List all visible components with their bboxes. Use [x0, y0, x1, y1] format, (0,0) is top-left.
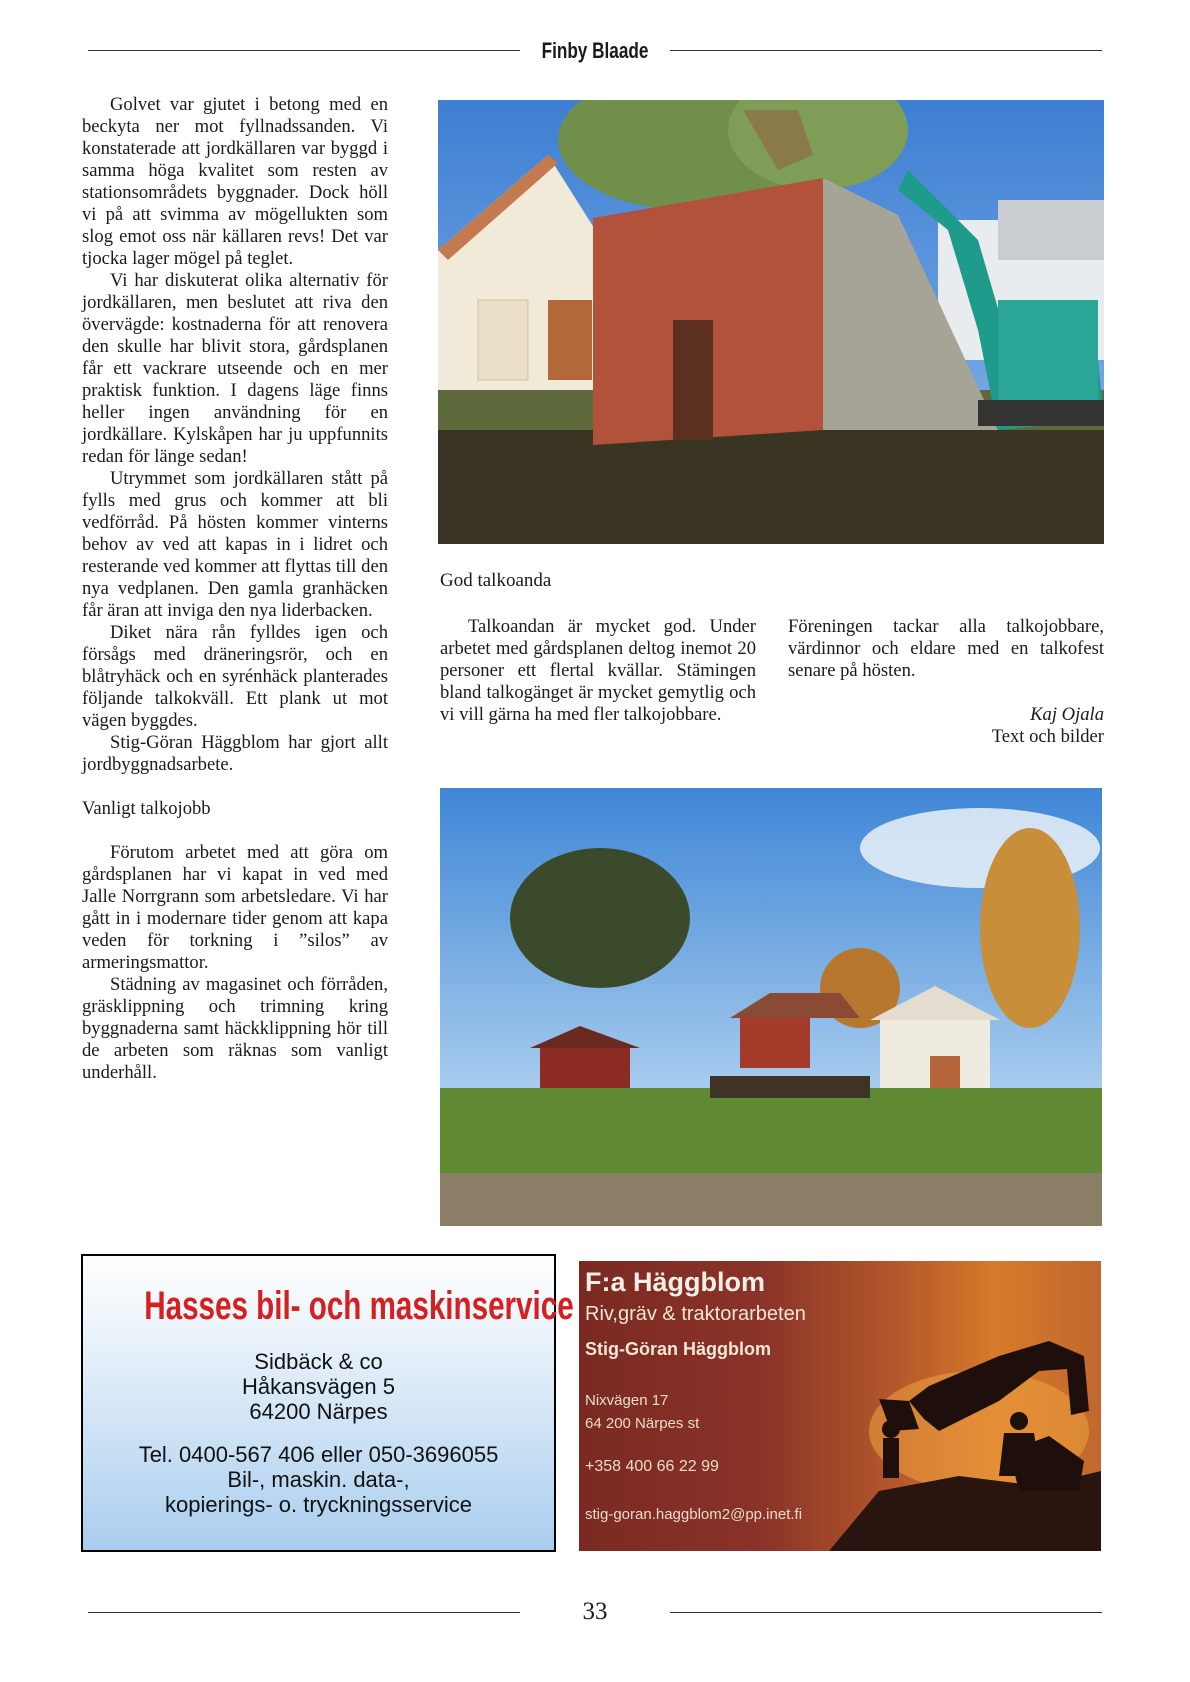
card-street: Nixvägen 17	[585, 1392, 669, 1409]
card-city: 64 200 Närpes st	[585, 1415, 700, 1432]
paragraph: Vi har diskuterat olika alternativ för jordkällaren, men beslutet att riva den övervägde: kostnaderna för att renovera den skulle har blivit stora, gårdsplanen får ett vackrare utseende och en mer praktisk funktion. I dagens läge finns heller ingen användning för en jordkällare. Kylskåpen har ju uppfunnits redan för länge sedan!	[82, 270, 388, 467]
paragraph: Golvet var gjutet i betong med en beckyta ner mot fyllnadssanden. Vi konstaterade att jordkällaren var byggd i samma höga kvalitet som resten av stationsområdets byggnader. Dock höll vi på att svimma av mögellukten som slog emot oss när källaren revs! Det var tjocka lager mögel på teglet.	[82, 94, 388, 269]
ad-street: Håkansvägen 5	[242, 1374, 395, 1399]
paragraph: Talkoandan är mycket god. Under arbetet med gårdsplanen deltog inemot 20 personer ett flertal kvällar. Stämingen bland talkogänget är mycket gemytlig och vi vill gärna ha med fler talkojobbare.	[440, 616, 756, 725]
ad-haggblom-business-card	[579, 1261, 1101, 1551]
photo-yard	[440, 788, 1102, 1226]
subheading-vanligt-talkojobb: Vanligt talkojobb	[82, 798, 211, 819]
ad-company: Sidbäck & co	[254, 1349, 383, 1374]
ad-title: Hasses bil- och maskinservice	[144, 1284, 574, 1328]
left-column	[82, 94, 388, 1084]
photo-demolition	[438, 100, 1104, 544]
card-company: F:a Häggblom	[585, 1267, 765, 1297]
photo-credit: Text och bilder	[991, 726, 1104, 747]
card-phone: +358 400 66 22 99	[585, 1458, 719, 1475]
page-header-title: Finby Blaade	[541, 38, 649, 63]
photo-yard-graphic	[440, 788, 1102, 1226]
author-name: Kaj Ojala	[1030, 704, 1104, 725]
card-person: Stig-Göran Häggblom	[585, 1339, 771, 1359]
paragraph: Utrymmet som jordkällaren stått på fylls med grus och kommer att bli vedförråd. På hösten kommer vinterns behov av ved att kapas in i lidret och resterande ved kommer att flyttas till den nya vedplanen. Den gamla granhäcken får äran att inviga den nya liderbacken.	[82, 468, 388, 621]
ad-city: 64200 Närpes	[249, 1399, 388, 1424]
ad-services-1: Bil-, maskin. data-,	[227, 1467, 410, 1492]
ad-services-2: kopierings- o. tryckningsservice	[165, 1492, 472, 1517]
paragraph: Städning av magasinet och förråden, gräsklippning och trimning kring byggnaderna samt häckklippning hör till de arbeten som räknas som vanligt underhåll.	[82, 974, 388, 1083]
ad-hasses-bil-och-maskinservice	[81, 1254, 574, 1552]
right-column-a	[440, 616, 756, 726]
subheading-god-talkoanda: God talkoanda	[440, 570, 552, 591]
paragraph: Stig-Göran Häggblom har gjort allt jordbyggnadsarbete.	[82, 732, 388, 775]
paragraph: Föreningen tackar alla talkojobbare, värdinnor och eldare med en talkofest senare på hösten.	[788, 616, 1104, 681]
paragraph: Diket nära rån fylldes igen och försågs med dräneringsrör, och en blåtryhäck och en syrénhäck planterades följande talkokväll. Ett plank ut mot vägen byggdes.	[82, 622, 388, 731]
page-number: 33	[582, 1598, 608, 1625]
photo-demolition-graphic	[438, 100, 1104, 544]
right-column-b	[788, 616, 1104, 748]
paragraph: Förutom arbetet med att göra om gårdsplanen har vi kapat in ved med Jalle Norrgrann som arbetsledare. Vi har gått in i modernare tider genom att kapa veden för torkning i ”silos” av armeringsmattor.	[82, 842, 388, 973]
card-email: stig-goran.haggblom2@pp.inet.fi	[585, 1506, 803, 1523]
card-services: Riv,gräv & traktorarbeten	[585, 1303, 806, 1325]
ad-phone: Tel. 0400-567 406 eller 050-3696055	[138, 1442, 499, 1467]
